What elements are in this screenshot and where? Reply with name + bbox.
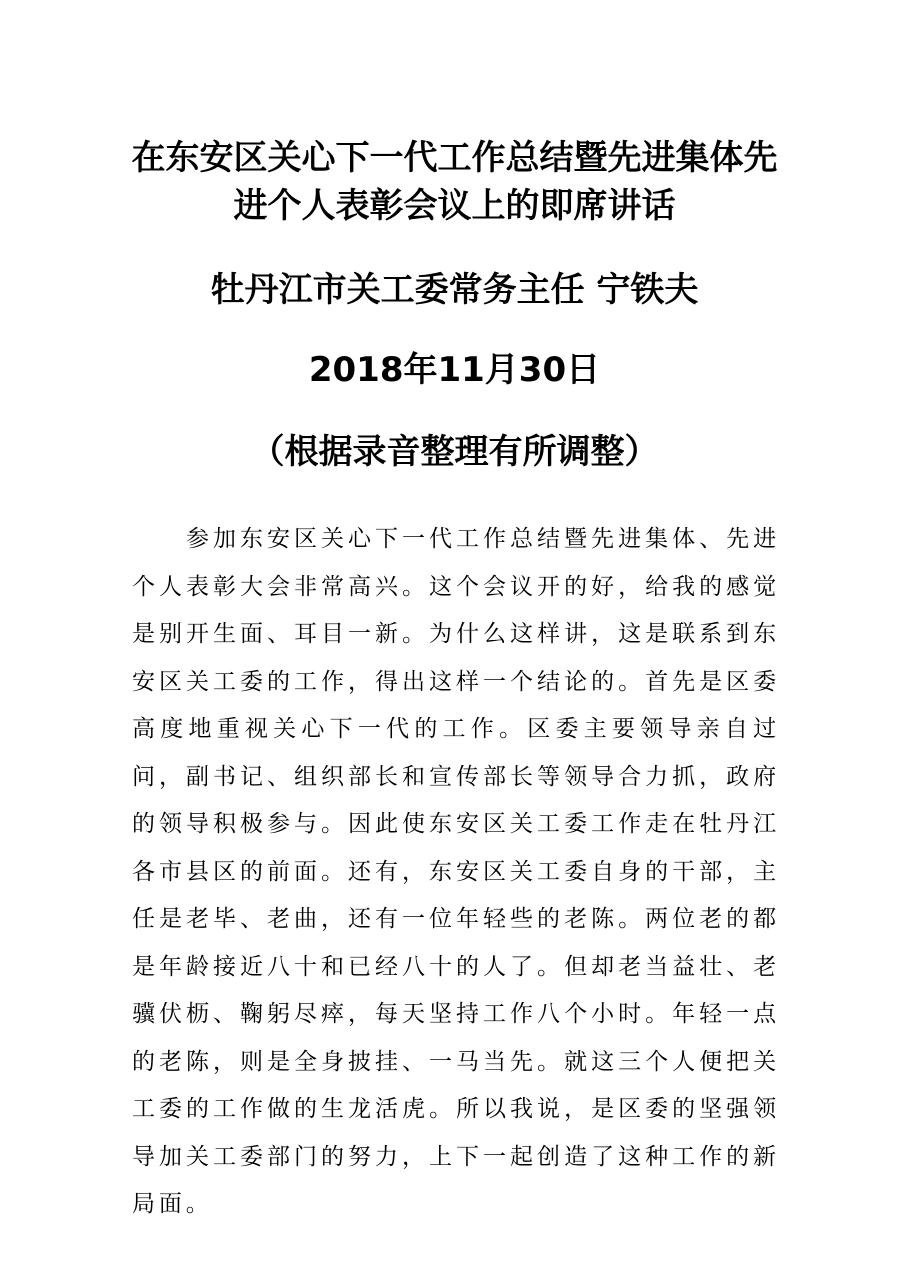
document-title: 在东安区关心下一代工作总结暨先进集体先进个人表彰会议上的即席讲话 [131, 138, 778, 226]
speech-date: 2018年11月30日 [308, 350, 601, 390]
transcription-note: （根据录音整理有所调整） [250, 432, 659, 472]
body-paragraph: 参加东安区关心下一代工作总结暨先进集体、先进个人表彰大会非常高兴。这个会议开的好，给我的感觉是别开生面、耳目一新。为什么这样讲，这是联系到东安区关工委的工作，得出这样一个结论的。首先是区委高度地重视关心下一代的工作。区委主要领导亲自过问，副书记、组织部长和宣传部长等领导合力抓，政府的领导积极参与。因此使东安区关工委工作走在牡丹江各市县区的前面。还有，东安区关工委自身的干部，主任是老毕、老曲，还有一位年轻些的老陈。两位老的都是年龄接近八十和已经八十的人了。但却老当益壮、老骥伏枥、鞠躬尽瘁，每天坚持工作八个小时。年轻一点的老陈，则是全身披挂、一马当先。就这三个人便把关工委的工作做的生龙活虎。所以我说，是区委的坚强领导加关工委部门的努力，上下一起创造了这种工作的新局面。 [132, 526, 780, 1217]
author-line: 牡丹江市关工委常务主任 宁铁夫 [210, 270, 699, 310]
